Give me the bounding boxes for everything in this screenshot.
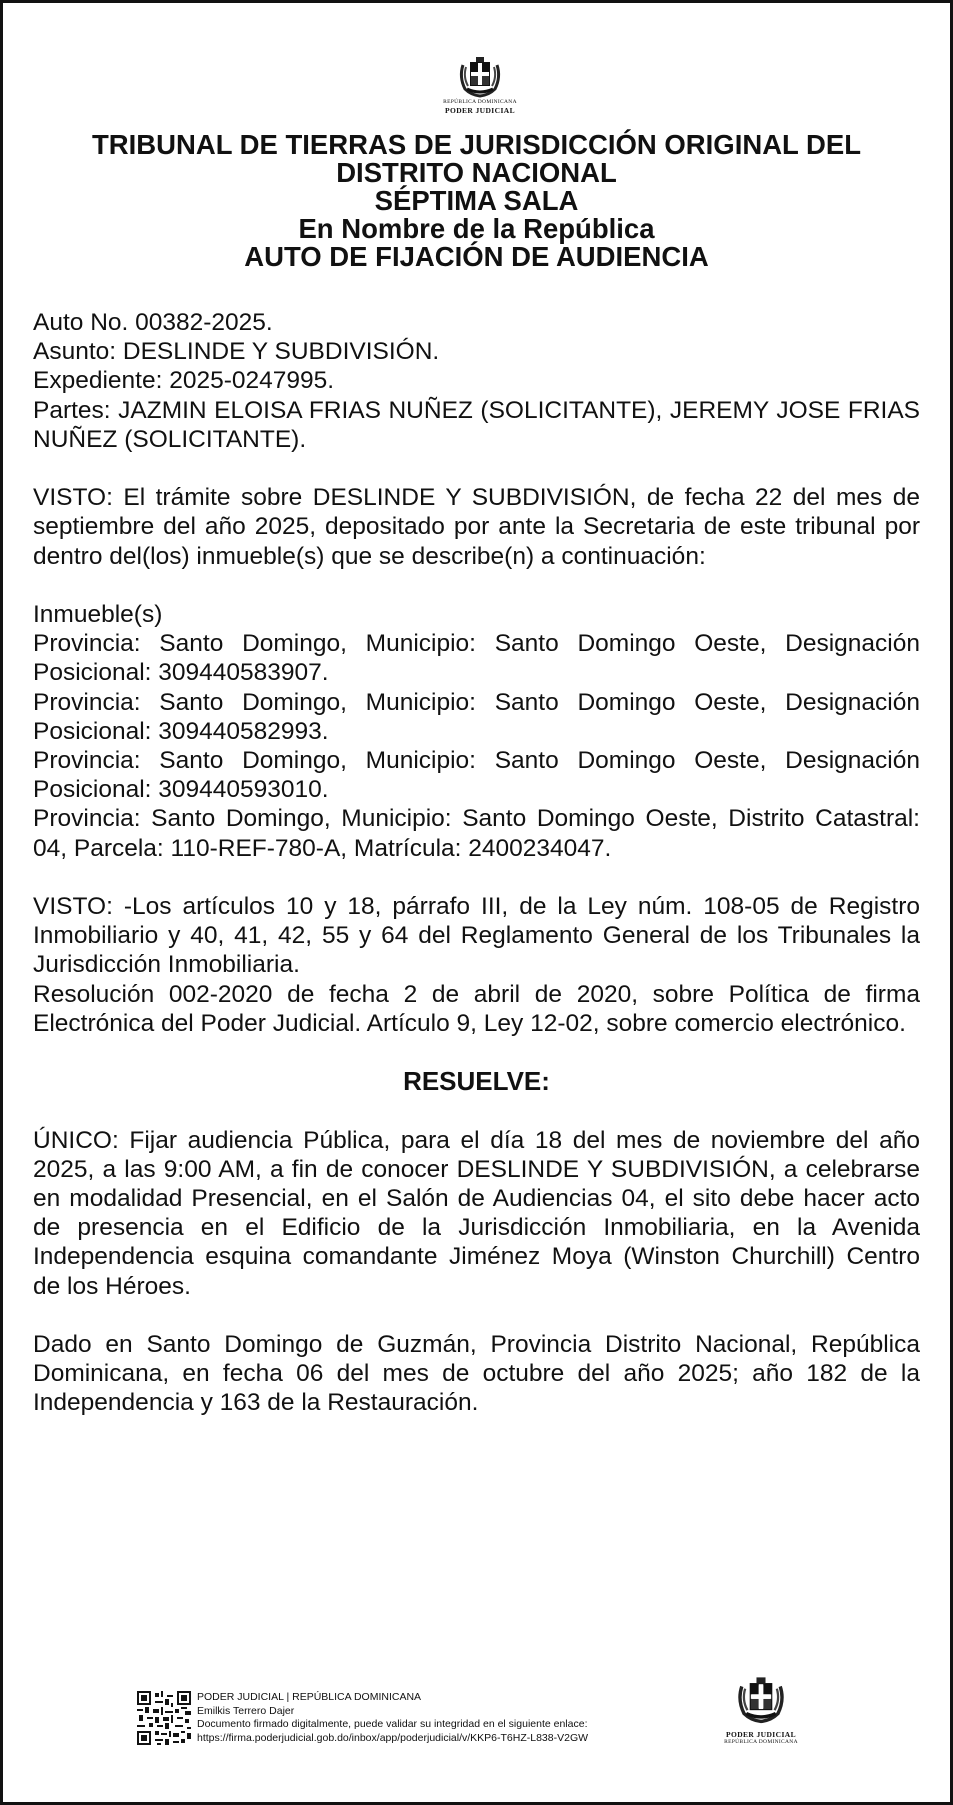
document-body xyxy=(33,308,920,1418)
seal-bottom-caption-institution: PODER JUDICIAL xyxy=(726,1730,796,1739)
seal-top-caption-institution: PODER JUDICIAL xyxy=(445,106,515,115)
document-header xyxy=(33,131,920,271)
header-chamber: SÉPTIMA SALA xyxy=(374,185,579,216)
coat-of-arms-seal-bottom xyxy=(723,1675,799,1746)
property-item: Provincia: Santo Domingo, Municipio: Santo Domingo Oeste, Distrito Catastral: 04, Parcela: 110-REF-780-A, Matrícula: 2400234047. xyxy=(33,805,920,862)
case-subject: Asunto: DESLINDE Y SUBDIVISIÓN. xyxy=(33,338,440,366)
coat-of-arms-icon xyxy=(457,55,503,99)
coat-of-arms-icon xyxy=(735,1675,787,1725)
signature-note: Documento firmado digitalmente, puede validar su integridad en el siguiente enlace: xyxy=(197,1718,588,1730)
case-file-number: Expediente: 2025-0247995. xyxy=(33,367,335,395)
qr-code-icon[interactable] xyxy=(137,1691,191,1745)
property-item: Provincia: Santo Domingo, Municipio: Santo Domingo Oeste, Designación Posicional: 309440593010. xyxy=(33,747,920,804)
issued-paragraph: Dado en Santo Domingo de Guzmán, Provincia Distrito Nacional, República Dominicana, en fecha 06 del mes de octubre del año 2025; año 182 de la Independencia y 163 de la Restauración. xyxy=(33,1331,920,1417)
resolves-heading: RESUELVE: xyxy=(403,1066,550,1097)
header-on-behalf: En Nombre de la República xyxy=(298,213,655,244)
property-item: Provincia: Santo Domingo, Municipio: Santo Domingo Oeste, Designación Posicional: 309440583907. xyxy=(33,630,920,687)
header-document-type: AUTO DE FIJACIÓN DE AUDIENCIA xyxy=(244,241,709,272)
header-district: DISTRITO NACIONAL xyxy=(336,157,617,188)
property-heading: Inmueble(s) xyxy=(33,601,163,628)
case-parties: Partes: JAZMIN ELOISA FRIAS NUÑEZ (SOLICITANTE), JEREMY JOSE FRIAS NUÑEZ (SOLICITANTE). xyxy=(33,396,920,453)
seal-top-caption-country: REPÚBLICA DOMINICANA xyxy=(443,99,517,105)
seal-bottom-caption-country: REPÚBLICA DOMINICANA xyxy=(724,1739,798,1745)
signature-validation-link[interactable]: https://firma.poderjudicial.gob.do/inbox/app/poderjudicial/v/KKP6-T6HZ-L838-V2GW xyxy=(197,1731,589,1744)
digital-signature-block xyxy=(137,1691,697,1751)
unico-paragraph: ÚNICO: Fijar audiencia Pública, para el día 18 del mes de noviembre del año 2025, a las 9:00 AM, a fin de conocer DESLINDE Y SUBDIVISIÓN, a celebrarse en modalidad Presencial, en el Salón de Audiencias 04, el sito debe hacer acto de presencia en el Edificio de la Jurisdicción Inmobiliaria, en la Avenida Independencia esquina comandante Jiménez Moya (Winston Churchill) Centro de los Héroes. xyxy=(33,1126,920,1300)
header-court-name: TRIBUNAL DE TIERRAS DE JURISDICCIÓN ORIGINAL DEL xyxy=(91,129,862,160)
signer-name: Emilkis Terrero Dajer xyxy=(197,1704,295,1717)
visto-paragraph-1: VISTO: El trámite sobre DESLINDE Y SUBDIVISIÓN, de fecha 22 del mes de septiembre del año 2025, depositado por ante la Secretaria de este tribunal por dentro del(los) inmueble(s) que se describe(n) a continuación: xyxy=(33,484,920,570)
resolution-paragraph: Resolución 002-2020 de fecha 2 de abril de 2020, sobre Política de firma Electrónica del Poder Judicial. Artículo 9, Ley 12-02, sobre comercio electrónico. xyxy=(33,980,920,1037)
signature-text xyxy=(197,1691,588,1745)
property-item: Provincia: Santo Domingo, Municipio: Santo Domingo Oeste, Designación Posicional: 309440582993. xyxy=(33,688,920,745)
signature-organization: PODER JUDICIAL | REPÚBLICA DOMINICANA xyxy=(197,1691,422,1703)
auto-number: Auto No. 00382-2025. xyxy=(33,309,273,336)
coat-of-arms-seal-top xyxy=(442,55,518,115)
visto-paragraph-2: VISTO: -Los artículos 10 y 18, párrafo III, de la Ley núm. 108-05 de Registro Inmobiliario y 40, 41, 42, 55 y 64 del Reglamento General de los Tribunales la Jurisdicción Inmobiliaria. xyxy=(33,893,920,979)
